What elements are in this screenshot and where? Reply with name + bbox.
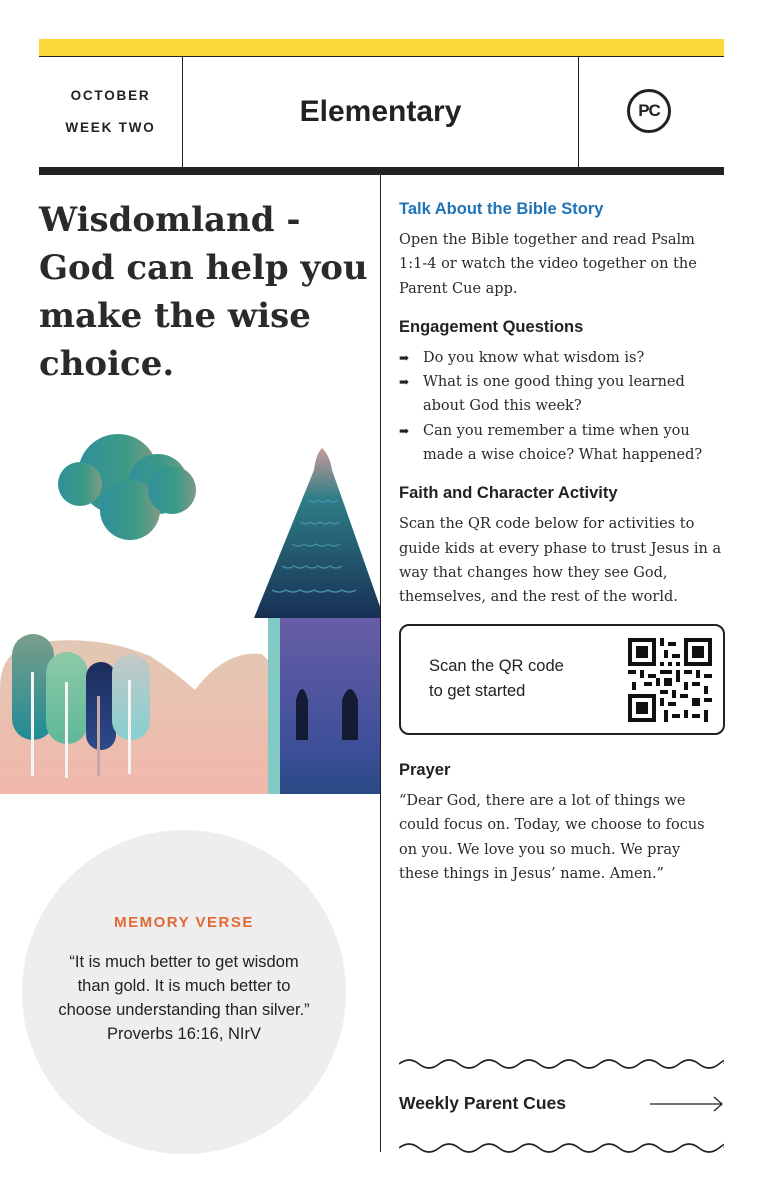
qr-line-2: to get started	[429, 682, 526, 700]
memory-verse-circle	[22, 830, 346, 1154]
memory-verse-reference: Proverbs 16:16, NIrV	[106, 1025, 262, 1043]
memory-verse-quote: “It is much better to get wisdom than gold. It is much better to choose understanding than silver.”	[58, 953, 310, 1019]
header-divider	[578, 57, 579, 167]
question-text: Can you remember a time when you made a wise choice? What happened?	[423, 422, 703, 464]
arrow-bullet-icon: ➡	[399, 350, 410, 365]
prayer-section	[399, 757, 724, 886]
weekly-parent-cues-link[interactable]: Weekly Parent Cues	[399, 1093, 566, 1113]
talk-heading: Talk About the Bible Story	[399, 200, 604, 218]
top-accent-bar	[39, 39, 724, 56]
activity-body: Scan the QR code below for activities to guide kids at every phase to trust Jesus in a way that changes how they see God, themselves, and the rest of the world.	[399, 516, 722, 606]
week-label: WEEK TWO	[65, 120, 156, 135]
engagement-heading: Engagement Questions	[399, 317, 584, 336]
qr-callout[interactable]	[399, 624, 725, 735]
wisdomland-illustration	[0, 410, 380, 794]
arrow-bullet-icon: ➡	[399, 423, 410, 438]
date-block	[39, 57, 182, 167]
list-item	[399, 419, 724, 468]
activity-heading: Faith and Character Activity	[399, 484, 618, 503]
wave-divider	[399, 1142, 724, 1154]
arrow-right-icon[interactable]	[650, 1094, 724, 1114]
question-text: Do you know what wisdom is?	[423, 349, 645, 366]
question-text: What is one good thing you learned about God this week?	[423, 374, 685, 415]
parent-cue-logo-icon	[627, 89, 671, 133]
memory-verse-label: MEMORY VERSE	[114, 914, 254, 931]
header-rule	[39, 167, 724, 175]
lesson-title: Wisdomland - God can help you make the wise choice.	[39, 200, 368, 384]
logo-text: PC	[638, 101, 660, 120]
arrow-bullet-icon: ➡	[399, 375, 410, 390]
cloud-icon	[58, 434, 196, 540]
qr-code-icon[interactable]	[628, 638, 712, 722]
tower	[254, 448, 380, 794]
talk-body: Open the Bible together and read Psalm 1:1-4 or watch the video together on the Parent Cue app.	[399, 232, 697, 297]
engagement-questions	[399, 346, 724, 467]
qr-callout-text	[429, 654, 564, 704]
right-column	[399, 196, 724, 610]
memory-verse-text	[52, 950, 316, 1046]
prayer-heading: Prayer	[399, 761, 451, 779]
wave-divider	[399, 1058, 724, 1070]
list-item	[399, 346, 724, 370]
prayer-body: “Dear God, there are a lot of things we could focus on. Today, we choose to focus on you. We love you so much. We pray these things in Jesus’ name. Amen.”	[399, 793, 705, 882]
month-label: OCTOBER	[70, 88, 151, 103]
column-divider	[380, 175, 381, 1152]
qr-line-1: Scan the QR code	[429, 657, 564, 675]
page-title: Elementary	[299, 95, 462, 128]
list-item	[399, 370, 724, 419]
